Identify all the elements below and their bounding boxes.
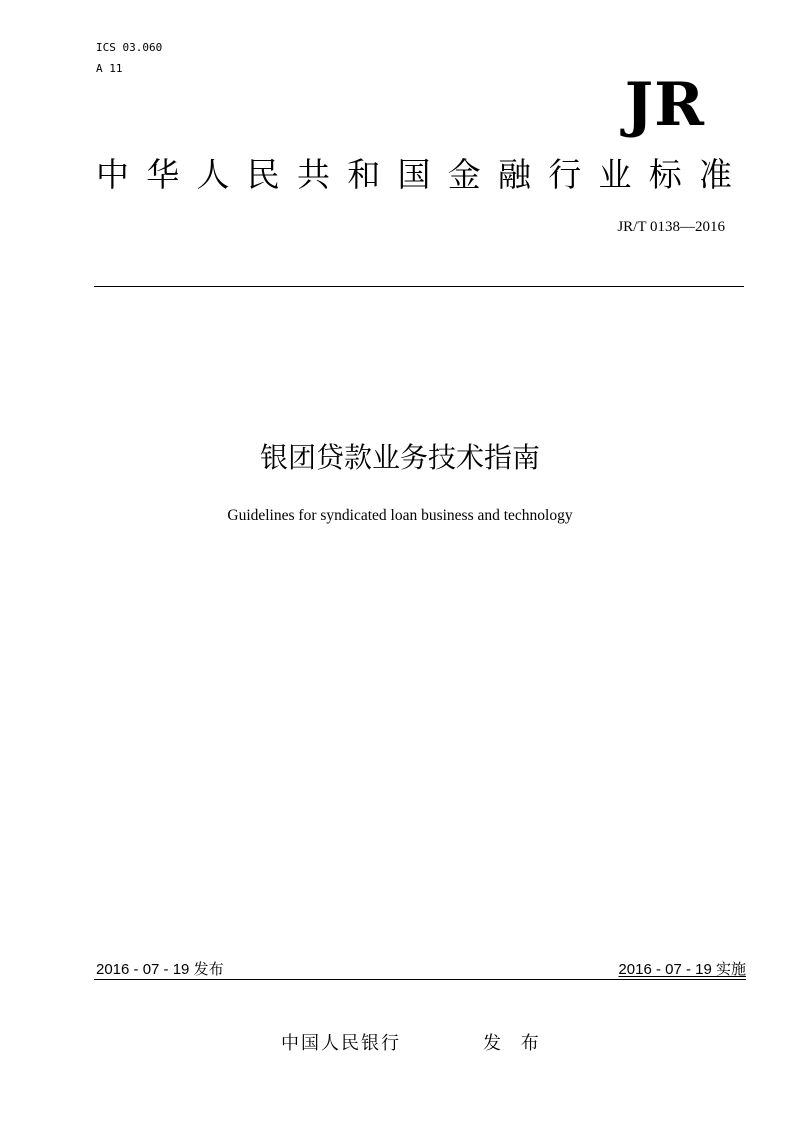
title-char: 华 (146, 155, 180, 194)
title-char: 融 (498, 155, 531, 194)
implementation-date: 2016 - 07 - 19 实施 (618, 961, 746, 978)
standard-category-title (96, 152, 732, 198)
issue-date: 2016 - 07 - 19 发布 (96, 961, 224, 978)
ccs-code: A 11 (96, 62, 123, 75)
title-char: 准 (699, 155, 732, 194)
issue-verb: 发 布 (483, 1033, 546, 1054)
title-char: 共 (297, 155, 330, 194)
title-char: 业 (598, 155, 632, 194)
document-subtitle-en: Guidelines for syndicated loan business and technology (227, 507, 573, 524)
title-char: 行 (548, 155, 582, 194)
title-char: 中 (96, 155, 129, 194)
footer-divider (94, 979, 746, 980)
title-char: 民 (246, 155, 280, 194)
issuing-authority: 中国人民银行 (281, 1033, 401, 1054)
title-char: 人 (196, 155, 230, 194)
ics-code: ICS 03.060 (96, 41, 163, 54)
header-divider (94, 286, 744, 287)
title-char: 国 (397, 155, 431, 194)
document-title: 银团贷款业务技术指南 (259, 441, 540, 474)
jr-logo: JR (624, 70, 705, 140)
title-char: 金 (447, 155, 481, 194)
title-char: 和 (347, 155, 381, 194)
standard-number: JR/T 0138—2016 (617, 219, 725, 235)
title-char: 标 (648, 155, 682, 194)
